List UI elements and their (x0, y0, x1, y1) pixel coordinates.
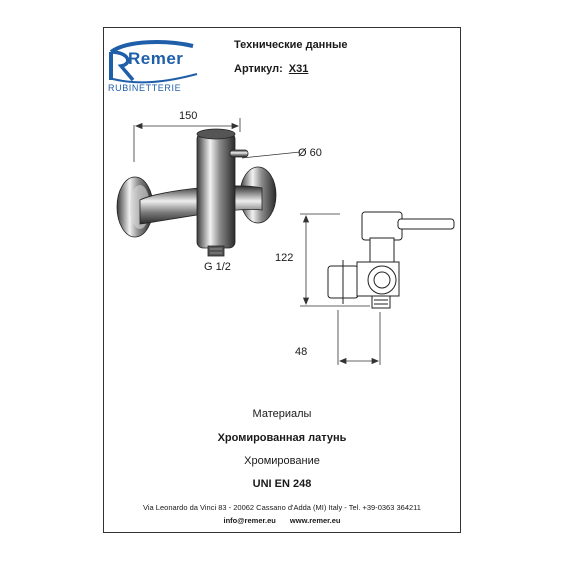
dim-depth-label: 48 (295, 346, 308, 358)
company-address: Via Leonardo da Vinci 83 - 20062 Cassano d'Adda (MI) Italy - Tel. +39-0363 364211 (143, 503, 421, 512)
dim-width-label: 150 (179, 110, 198, 122)
website-link[interactable]: www.remer.eu (289, 516, 341, 525)
mixer-outlet (208, 246, 224, 256)
materials-heading: Материалы (252, 408, 312, 420)
dim-depth-line (338, 310, 380, 365)
dim-height-label: 122 (275, 252, 294, 264)
article-label: Артикул: (234, 63, 283, 75)
mixer-column (197, 133, 235, 248)
email-link[interactable]: info@remer.eu (223, 516, 276, 525)
standard-code: UNI EN 248 (252, 478, 312, 490)
mixer-lever (230, 150, 248, 157)
material-name: Хромированная латунь (217, 432, 347, 444)
dim-thread-label: G 1/2 (204, 261, 231, 273)
article-value: X31 (288, 63, 309, 75)
side-view (328, 212, 454, 308)
dim-diameter-label: Ø 60 (298, 147, 322, 159)
brand-name: Remer (128, 49, 184, 68)
page-title: Технические данные (234, 39, 348, 51)
finish-name: Хромирование (244, 455, 320, 467)
brand-tagline: RUBINETTERIE (108, 83, 182, 93)
contact-line (103, 516, 461, 525)
dim-diameter-leader (242, 152, 300, 158)
